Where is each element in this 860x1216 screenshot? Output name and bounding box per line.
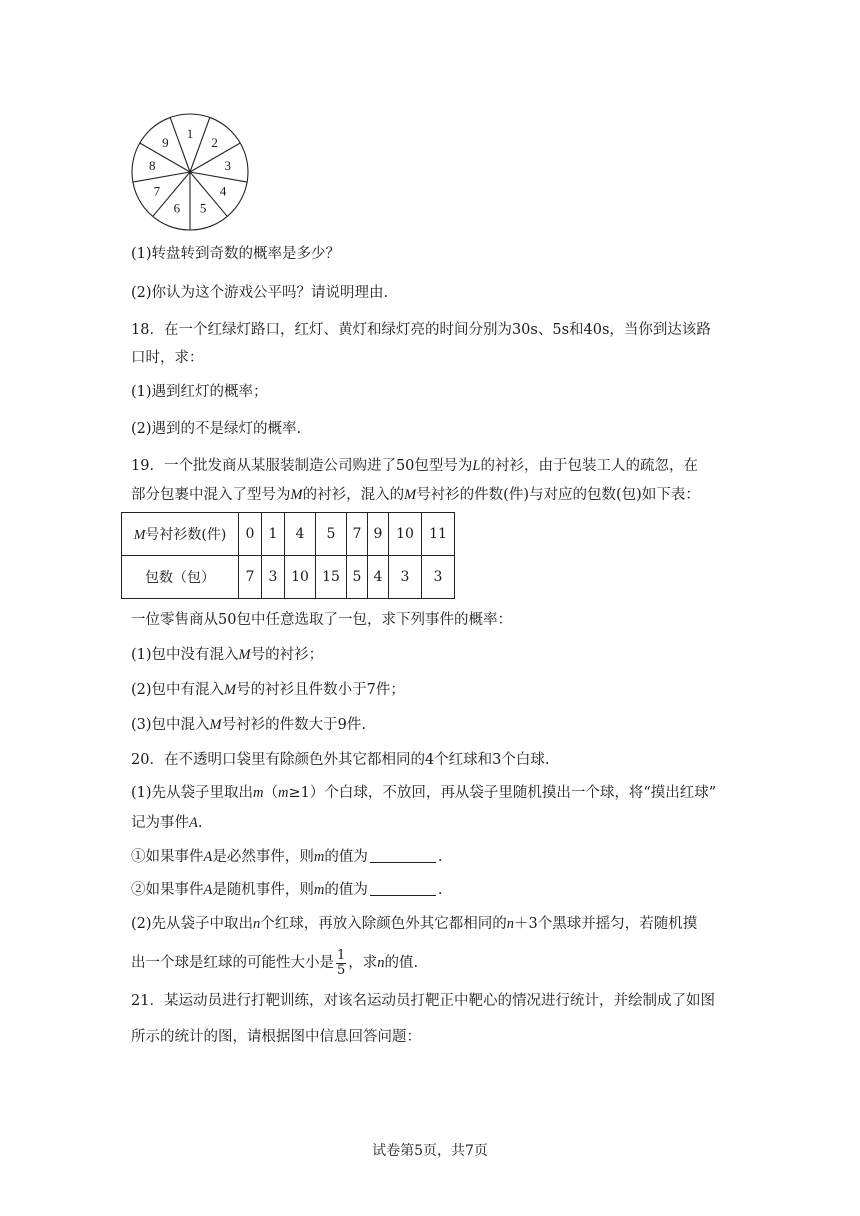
spinner-sector-label: 6 (173, 200, 181, 216)
q17-part2: (2)你认为这个游戏公平吗？请说明理由. (131, 285, 389, 301)
table-header-cell: M号衬衫数(件) (122, 513, 239, 556)
table-cell: 10 (389, 513, 422, 556)
table-cell: 3 (389, 556, 422, 599)
spinner-diagram (128, 110, 252, 234)
answer-blank[interactable] (370, 848, 436, 863)
table-cell: 4 (285, 513, 316, 556)
q20-part1-line1: (1)先从袋子里取出m（m≥1）个白球，不放回，再从袋子里随机摸出一个球，将“摸出红球” (131, 785, 717, 801)
fraction: $\frac{1}{5}$ (337, 947, 346, 978)
q18-part2: (2)遇到的不是绿灯的概率. (131, 421, 302, 437)
q18-stem-line1: 18．在一个红绿灯路口，红灯、黄灯和绿灯亮的时间分别为30s、5s和40s，当你到达该路 (131, 322, 711, 338)
spinner-sector-label: 7 (153, 183, 161, 199)
table-cell: 7 (347, 513, 368, 556)
q19-retailer-line: 一位零售商从50包中任意选取了一包，求下列事件的概率： (131, 612, 512, 628)
q19-part2: (2)包中有混入M号的衬衫且件数小于7件； (131, 682, 405, 698)
table-cell: 1 (262, 513, 285, 556)
q20-option2: ②如果事件A是随机事件，则m的值为 . (131, 882, 443, 898)
page-footer: 试卷第5页，共7页 (372, 1143, 488, 1159)
q20-option1: ①如果事件A是必然事件，则m的值为 . (131, 849, 443, 865)
table-cell: 11 (422, 513, 455, 556)
q19-part3: (3)包中混入M号衬衫的件数大于9件. (131, 717, 366, 733)
table-cell: 7 (239, 556, 262, 599)
q20-stem: 20．在不透明口袋里有除颜色外其它都相同的4个红球和3个白球. (131, 752, 550, 768)
table-cell: 10 (285, 556, 316, 599)
q21-stem-line1: 21．某运动员进行打靶训练，对该名运动员打靶正中靶心的情况进行统计，并绘制成了如图 (131, 993, 715, 1009)
spinner-sector-label: 5 (199, 200, 207, 216)
table-cell: 5 (347, 556, 368, 599)
table-cell: 3 (422, 556, 455, 599)
table-header-cell: 包数（包） (122, 556, 239, 599)
spinner-sector-label: 8 (149, 157, 156, 173)
spinner-divider (190, 172, 247, 182)
spinner-divider (133, 172, 190, 182)
spinner-sector-label: 1 (186, 126, 194, 142)
table-cell: 5 (316, 513, 347, 556)
spinner-sector-label: 2 (211, 135, 218, 151)
table-row (122, 556, 455, 599)
q21-stem-line2: 所示的统计的图，请根据图中信息回答问题： (131, 1029, 421, 1045)
table-cell: 15 (316, 556, 347, 599)
q20-part1-line2: 记为事件A. (131, 815, 203, 831)
answer-blank[interactable] (370, 881, 436, 896)
table-cell: 3 (262, 556, 285, 599)
q19-stem-line1: 19．一个批发商从某服装制造公司购进了50包型号为L的衬衫，由于包装工人的疏忽，在 (131, 458, 698, 474)
q20-part2-line2: 出一个球是红球的可能性大小是 $\frac{1}{5}$ ，求n的值. (131, 947, 419, 978)
q17-part1: (1)转盘转到奇数的概率是多少？ (131, 246, 341, 262)
spinner-sector-label: 4 (219, 183, 227, 199)
q18-stem-line2: 口时，求： (131, 350, 204, 366)
q20-part2-line1: (2)先从袋子中取出n个红球，再放入除颜色外其它都相同的n＋3个黑球并摇匀，若随机摸 (131, 916, 698, 932)
table-cell: 4 (368, 556, 389, 599)
q19-stem-line2: 部分包裹中混入了型号为M的衬衫，混入的M号衬衫的件数(件)与对应的包数(包)如下表： (131, 487, 700, 503)
spinner-sector-label: 3 (224, 157, 231, 173)
q19-part1: (1)包中没有混入M号的衬衫； (131, 647, 324, 663)
table-cell: 0 (239, 513, 262, 556)
shirt-count-table (121, 512, 455, 599)
table-cell: 9 (368, 513, 389, 556)
q18-part1: (1)遇到红灯的概率； (131, 384, 268, 400)
table-row (122, 513, 455, 556)
spinner-sector-label: 9 (162, 135, 169, 151)
